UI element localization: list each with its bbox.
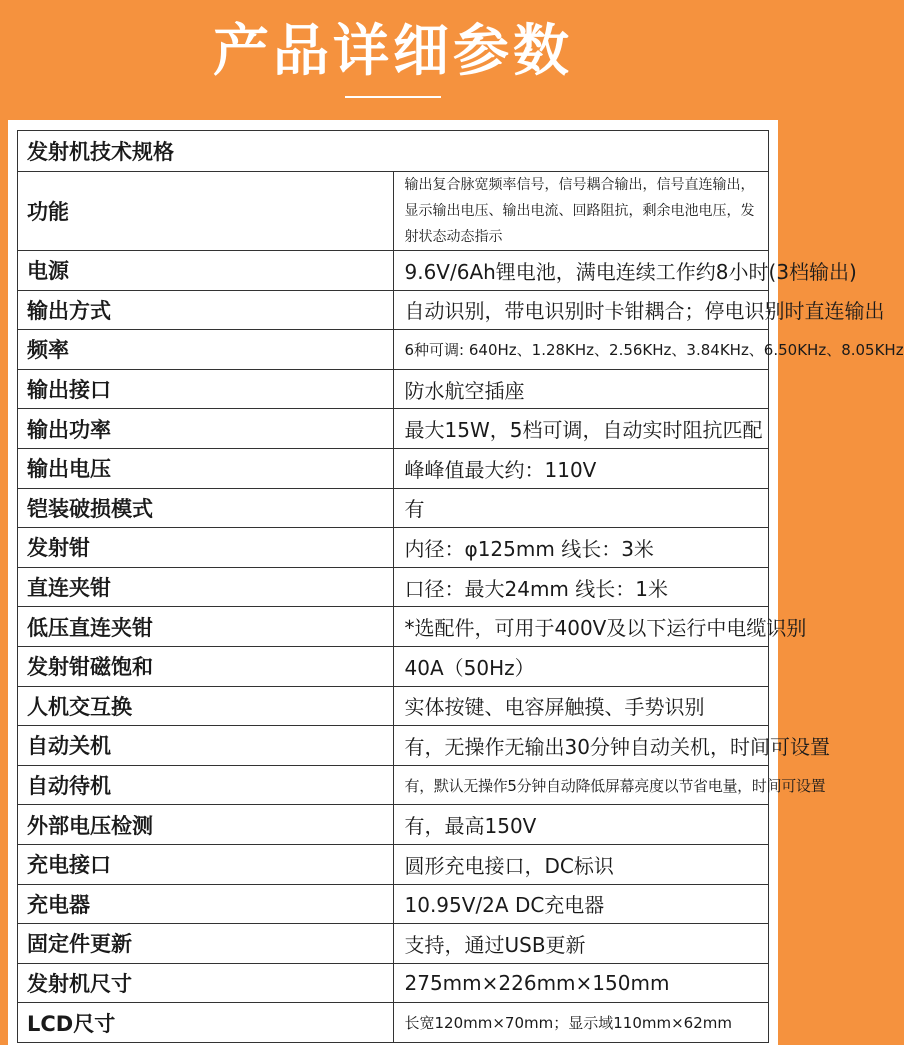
row-value: 防水航空插座	[393, 369, 769, 409]
row-label: 外部电压检测	[18, 805, 394, 845]
row-label: 输出方式	[18, 290, 394, 330]
row-label: 电源	[18, 251, 394, 291]
table-row	[18, 646, 769, 686]
spec-table	[17, 130, 904, 1043]
row-label: 输出接口	[18, 369, 394, 409]
table-row	[18, 488, 769, 528]
row-label: 发射钳	[18, 528, 394, 568]
table-row	[18, 528, 769, 568]
table-row	[18, 924, 769, 964]
row-value: 内径：φ125mm 线长：3米	[393, 528, 769, 568]
table-row	[18, 172, 769, 251]
table-row	[18, 369, 769, 409]
table-row	[18, 409, 769, 449]
row-value: 10.95V/2A DC充电器	[393, 884, 769, 924]
page-header	[0, 0, 786, 120]
row-label: 发射机尺寸	[18, 963, 394, 1003]
table-caption-row	[18, 131, 769, 172]
row-value: 6种可调: 640Hz、1.28KHz、2.56KHz、3.84KHz、6.50KHz、8.05KHz	[393, 330, 769, 370]
spec-panel	[8, 120, 904, 1045]
row-value: *选配件，可用于400V及以下运行中电缆识别	[393, 607, 769, 647]
row-label: 输出功率	[18, 409, 394, 449]
row-value: 有	[393, 488, 769, 528]
row-label: 输出电压	[18, 448, 394, 488]
table-row	[18, 607, 769, 647]
table-row	[18, 844, 769, 884]
row-value: 275mm×226mm×150mm	[393, 963, 769, 1003]
row-value: 自动识别，带电识别时卡钳耦合；停电识别时直连输出	[393, 290, 769, 330]
row-value: 支持，通过USB更新	[393, 924, 769, 964]
row-value: 有，无操作无输出30分钟自动关机，时间可设置	[393, 726, 769, 766]
row-label: 直连夹钳	[18, 567, 394, 607]
row-label: LCD尺寸	[18, 1003, 394, 1043]
row-value: 输出复合脉宽频率信号，信号耦合输出，信号直连输出，显示输出电压、输出电流、回路阻抗，剩余电池电压，发射状态动态指示	[393, 172, 769, 251]
row-label: 自动关机	[18, 726, 394, 766]
row-value: 有，默认无操作5分钟自动降低屏幕亮度以节省电量，时间可设置	[393, 765, 769, 805]
row-label: 低压直连夹钳	[18, 607, 394, 647]
table-row	[18, 726, 769, 766]
table-row	[18, 805, 769, 845]
table-row	[18, 884, 769, 924]
row-value: 40A（50Hz）	[393, 646, 769, 686]
row-label: 频率	[18, 330, 394, 370]
row-label: 充电接口	[18, 844, 394, 884]
row-value: 有，最高150V	[393, 805, 769, 845]
title-underline	[345, 96, 441, 98]
table-row	[18, 330, 769, 370]
row-label: 铠装破损模式	[18, 488, 394, 528]
table-row	[18, 290, 769, 330]
row-label: 功能	[18, 172, 394, 251]
row-label: 自动待机	[18, 765, 394, 805]
table-row	[18, 963, 769, 1003]
table-row	[18, 765, 769, 805]
table-row	[18, 686, 769, 726]
row-label: 充电器	[18, 884, 394, 924]
row-value: 9.6V/6Ah锂电池，满电连续工作约8小时(3档输出)	[393, 251, 769, 291]
row-value: 实体按键、电容屏触摸、手势识别	[393, 686, 769, 726]
row-value: 长宽120mm×70mm；显示域110mm×62mm	[393, 1003, 769, 1043]
row-label: 发射钳磁饱和	[18, 646, 394, 686]
table-row	[18, 448, 769, 488]
row-value: 最大15W，5档可调，自动实时阻抗匹配	[393, 409, 769, 449]
row-value: 口径：最大24mm 线长：1米	[393, 567, 769, 607]
table-row	[18, 1003, 769, 1043]
row-label: 人机交互换	[18, 686, 394, 726]
row-value: 峰峰值最大约：110V	[393, 448, 769, 488]
table-caption: 发射机技术规格	[18, 131, 769, 172]
table-row	[18, 251, 769, 291]
page-title: 产品详细参数	[213, 19, 573, 84]
row-label: 固定件更新	[18, 924, 394, 964]
row-value: 圆形充电接口，DC标识	[393, 844, 769, 884]
table-row	[18, 567, 769, 607]
